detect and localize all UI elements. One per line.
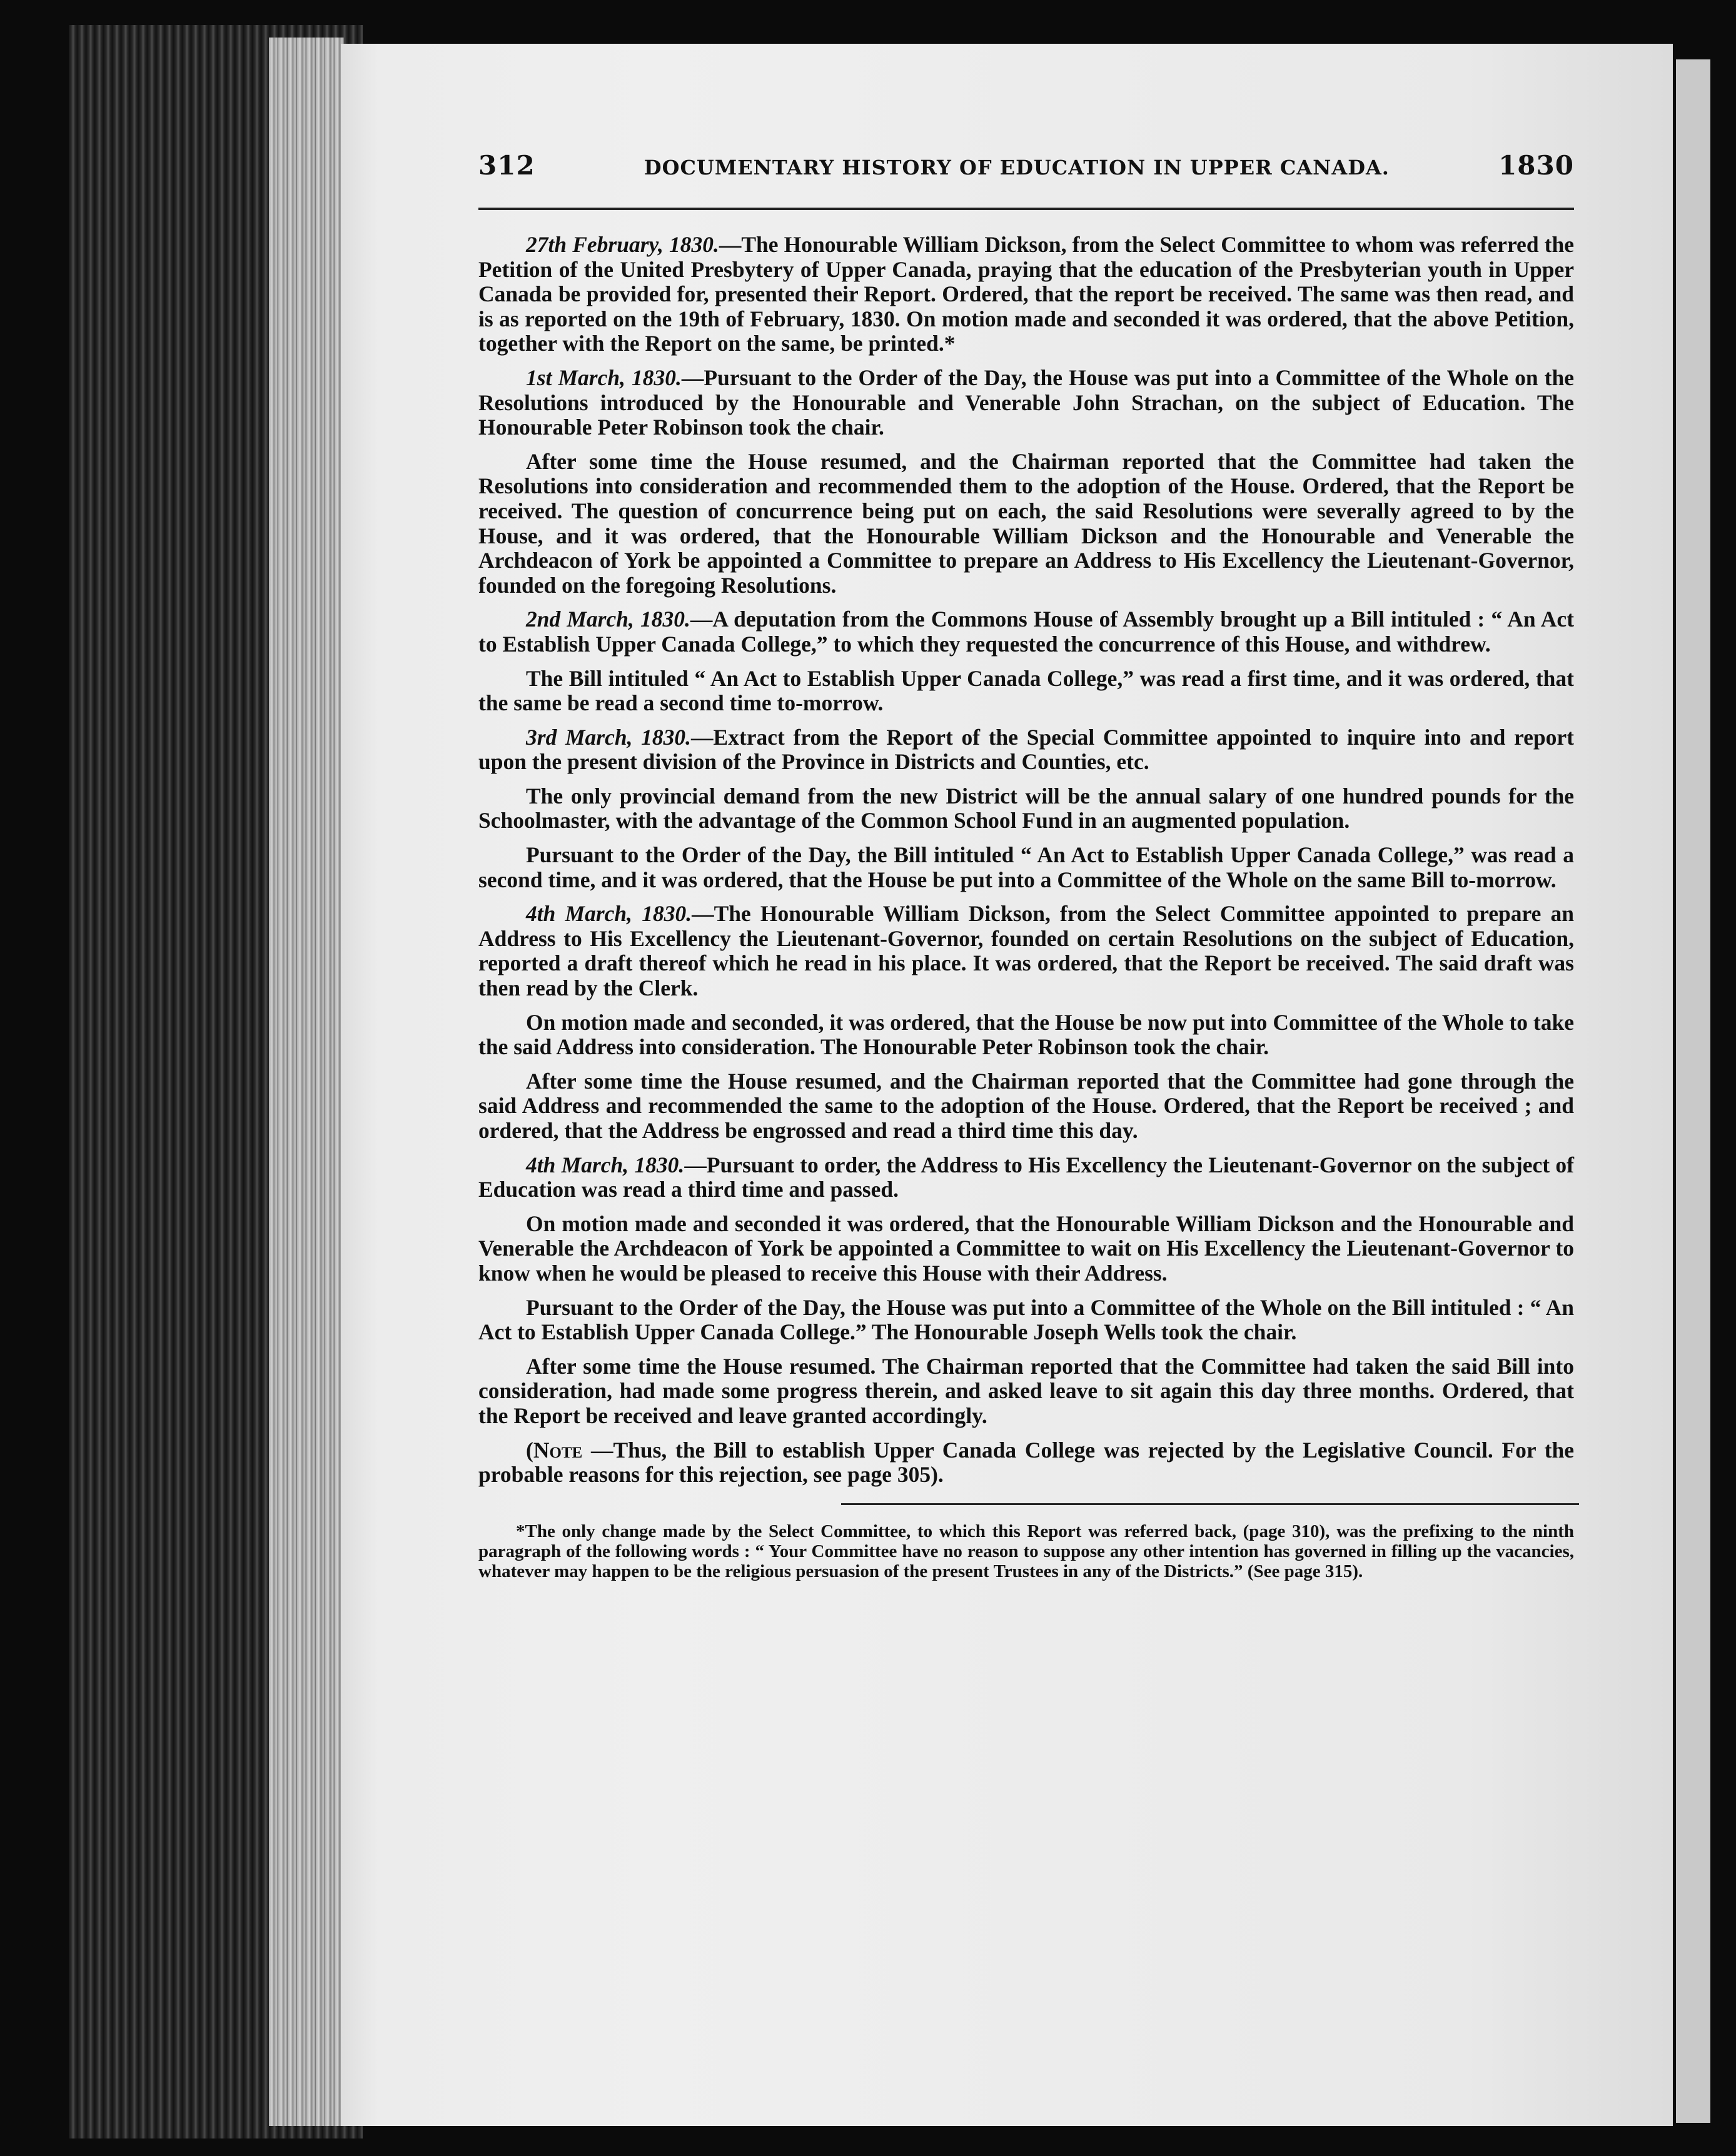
paragraph	[478, 1296, 1574, 1345]
footnote-rule	[841, 1503, 1579, 1505]
right-page-edge	[1676, 59, 1710, 2123]
paragraph	[478, 450, 1574, 598]
paragraph	[478, 902, 1574, 1000]
header-year: 1830	[1498, 150, 1574, 181]
paragraph-text: —Pursuant to the Order of the Day, the House was put into a Committee of the Whole on the Resolutions introduced by the Honourable and Venerable John Strachan, on the subject of Education. The Honourable Peter Robinson took the chair.	[478, 365, 1574, 440]
paragraph-text: —A deputation from the Commons House of Assembly brought up a Bill intituled : “ An Act to Establish Upper Canada College,” to which they requested the concurrence of this House, and withdrew.	[478, 607, 1574, 657]
paragraph	[478, 667, 1574, 716]
paragraph	[478, 1069, 1574, 1144]
running-header	[478, 150, 1574, 189]
paragraph	[478, 784, 1574, 834]
paragraph	[478, 1212, 1574, 1286]
paragraph-text: After some time the House resumed, and the Chairman reported that the Committee had taken the Resolutions into consideration and recommended them to the adoption of the House. Ordered, that the Report be received. The question of concurrence being put on each, the said Resolutions were severally agreed to by the House, and it was ordered, that the Honourable William Dickson and the Honourable and Venerable the Archdeacon of York be appointed a Committee to prepare an Address to His Excellency the Lieutenant-Governor, founded on the foregoing Resolutions.	[478, 448, 1574, 598]
paragraph	[478, 607, 1574, 657]
paragraph-text: The Bill intituled “ An Act to Establish Upper Canada College,” was read a first time, and it was ordered, that the same be read a second time to-morrow.	[478, 665, 1574, 716]
paragraph	[478, 366, 1574, 440]
header-rule	[478, 208, 1574, 210]
paragraph	[478, 1010, 1574, 1060]
paragraph	[478, 233, 1574, 356]
running-title: DOCUMENTARY HISTORY OF EDUCATION IN UPPER CANADA.	[643, 156, 1390, 179]
paragraph	[478, 843, 1574, 892]
entry-date: 3rd March, 1830.	[526, 724, 692, 750]
paragraph-text: —The Honourable William Dickson, from the Select Committee to whom was referred the Petition of the United Presbytery of Upper Canada, praying that the education of the Presbyterian youth in Upper Canada be provided for, presented their Report. Ordered, that the report be received. The same was then read, and is as reported on the 19th of February, 1830. On motion made and seconded it was ordered, that the above Petition, together with the Report on the same, be printed.*	[478, 232, 1574, 356]
entry-date: 27th February, 1830.	[526, 232, 719, 257]
paragraph-text: On motion made and seconded it was ordered, that the Honourable William Dickson and the Honourable and Venerable the Archdeacon of York be appointed a Committee to wait on His Excellency the Lieutenant-Governor to know when he would be pleased to receive this House with their Address.	[478, 1211, 1574, 1286]
paragraph	[478, 725, 1574, 775]
paragraph-text: The only provincial demand from the new District will be the annual salary of one hundred pounds for the Schoolmaster, with the advantage of the Common School Fund in an augmented population.	[478, 783, 1574, 834]
entry-date: 4th March, 1830.	[526, 1152, 685, 1177]
paragraph-text: On motion made and seconded, it was ordered, that the House be now put into Committee of the Whole to take the said Address into consideration. The Honourable Peter Robinson took the chair.	[478, 1009, 1574, 1060]
entry-date: 2nd March, 1830.	[526, 607, 690, 632]
entry-date: 4th March, 1830.	[526, 901, 692, 927]
paragraph-text: —Extract from the Report of the Special Committee appointed to inquire into and report upon the present division of the Province in Districts and Counties, etc.	[478, 724, 1574, 775]
body-text	[478, 233, 1574, 1429]
paragraph	[478, 1354, 1574, 1429]
paragraph-text: Pursuant to the Order of the Day, the Bill intituled “ An Act to Establish Upper Canada College,” was read a second time, and it was ordered, that the House be put into a Committee of the Whole on the same Bill to-morrow.	[478, 842, 1574, 892]
entry-date: 1st March, 1830.	[526, 365, 682, 390]
paragraph-text: After some time the House resumed, and the Chairman reported that the Committee had gone through the said Address and recommended the same to the adoption of the House. Ordered, that the Report be received ; and ordered, that the Address be engrossed and read a third time this day.	[478, 1068, 1574, 1143]
paragraph-text: —Pursuant to order, the Address to His Excellency the Lieutenant-Governor on the subject of Education was read a third time and passed.	[478, 1152, 1574, 1202]
paragraph-text: —The Honourable William Dickson, from the Select Committee appointed to prepare an Address to His Excellency the Lieutenant-Governor, founded on certain Resolutions on the subject of Education, reported a draft thereof which he read in his place. It was ordered, that the Report be received. The said draft was then read by the Clerk.	[478, 901, 1574, 1001]
footnote: *The only change made by the Select Committee, to which this Report was referred back, (page 310), was the prefixing to the ninth paragraph of the following words : “ Your Committee have no reason to suppose any other intention has governed in filling up the vacancies, whatever may happen to be the religious persuasion of the present Trustees in any of the Districts.” (See page 315).	[478, 1521, 1574, 1581]
note-label: Note	[533, 1437, 583, 1463]
page-edges	[269, 38, 344, 2126]
note-paragraph: (Note —Thus, the Bill to establish Upper Canada College was rejected by the Legislative Council. For the probable reasons for this rejection, see page 305).	[478, 1437, 1574, 1488]
paragraph-text: Pursuant to the Order of the Day, the House was put into a Committee of the Whole on the Bill intituled : “ An Act to Establish Upper Canada College.” The Honourable Joseph Wells took the chair.	[478, 1294, 1574, 1345]
paragraph	[478, 1153, 1574, 1202]
page-number: 312	[478, 150, 535, 181]
page-text	[478, 150, 1574, 1581]
paragraph-text: After some time the House resumed. The Chairman reported that the Committee had taken the said Bill into consideration, had made some progress therein, and asked leave to sit again this day three months. Ordered, that the Report be received and leave granted accordingly.	[478, 1353, 1574, 1428]
